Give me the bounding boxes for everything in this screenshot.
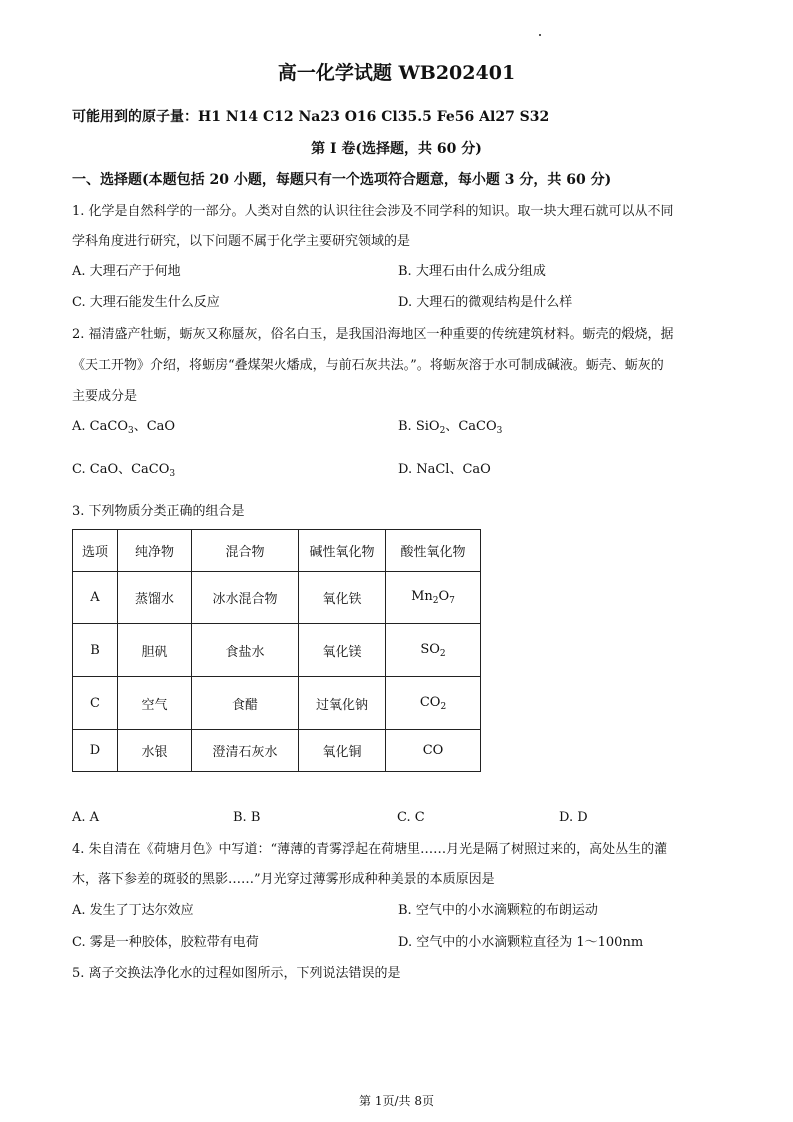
q2-a-rest: 、CaO (133, 419, 176, 434)
table-cell-option: B (73, 624, 118, 677)
table-cell-pure: 水银 (118, 730, 192, 772)
q4-option-b: B. 空气中的小水滴颗粒的布朗运动 (398, 903, 598, 918)
formula-part: CO (422, 743, 444, 758)
formula-part: Mn (411, 589, 433, 604)
q1-stem-line2: 学科角度进行研究，以下问题不属于化学主要研究领域的是 (72, 234, 411, 249)
q5-stem: 5. 离子交换法净化水的过程如图所示，下列说法错误的是 (72, 966, 401, 981)
table-header-cell: 碱性氧化物 (299, 530, 386, 572)
formula-subscript: 2 (432, 596, 439, 606)
q2-option-d: D. NaCl、CaO (398, 462, 491, 477)
q2-option-a (72, 418, 175, 440)
formula-part: SO (420, 641, 440, 657)
q2-option-c (72, 461, 175, 483)
table-cell-acidic-oxide (386, 572, 481, 624)
table-row (73, 572, 481, 624)
atomic-mass-line: 可能用到的原子量：H1 N14 C12 Na23 O16 Cl35.5 Fe56 Al27 S32 (72, 109, 550, 125)
table-cell-pure: 胆矾 (118, 624, 192, 677)
q3-option-a: A. A (72, 810, 100, 825)
page-footer: 第 1页/共 8页 (359, 1094, 434, 1108)
table-cell-mixture: 食醋 (192, 677, 299, 730)
table-cell-option: D (73, 730, 118, 772)
q2-b-sep: 、 (445, 419, 459, 434)
q2-b-label: B. (398, 419, 412, 434)
q2-option-b (398, 418, 502, 440)
table-header-row (73, 530, 481, 572)
q1-option-b: B. 大理石由什么成分组成 (398, 264, 546, 279)
q2-c-f1: CaCO (131, 462, 170, 477)
formula-subscript: 2 (439, 648, 446, 659)
table-row (73, 677, 481, 730)
q2-a-formula (90, 419, 134, 434)
table-header-cell: 选项 (73, 530, 118, 572)
q2-b-s2: 3 (496, 426, 503, 436)
q1-option-d: D. 大理石的微观结构是什么样 (398, 295, 573, 310)
q2-c-label: C. CaO、 (72, 462, 132, 477)
table-cell-mixture: 食盐水 (192, 624, 299, 677)
formula-subscript: 2 (440, 701, 447, 712)
q3-option-d: D. D (559, 810, 588, 825)
volume-heading: 第 I 卷(选择题，共 60 分) (311, 141, 482, 157)
q3-option-b: B. B (233, 810, 261, 825)
table-cell-mixture: 澄清石灰水 (192, 730, 299, 772)
q2-b-s1: 2 (439, 426, 446, 436)
table-cell-basic-oxide: 氧化镁 (299, 624, 386, 677)
exam-title: 高一化学试题 WB202401 (277, 62, 516, 84)
formula-part: CO (419, 694, 441, 710)
q4-option-c: C. 雾是一种胶体，胶粒带有电荷 (72, 935, 259, 950)
classification-table (72, 529, 481, 772)
formula-part: O (438, 589, 450, 604)
q1-option-a: A. 大理石产于何地 (72, 264, 181, 279)
q3-stem: 3. 下列物质分类正确的组合是 (72, 504, 245, 519)
q2-b-f2: CaCO (458, 419, 497, 434)
section-heading: 一、选择题(本题包括 20 小题，每题只有一个选项符合题意，每小题 3 分，共 60 分) (72, 172, 612, 188)
q2-a-f1: CaCO (89, 419, 128, 434)
table-cell-option: A (73, 572, 118, 624)
q2-a-label: A. (72, 419, 86, 434)
formula-subscript: 7 (449, 596, 455, 606)
table-cell-basic-oxide: 氧化铜 (299, 730, 386, 772)
q2-stem-line1: 2. 福清盛产牡蛎，蛎灰又称蜃灰，俗名白玉，是我国沿海地区一种重要的传统建筑材料。蛎壳的煅烧，据 (72, 327, 674, 342)
table-header-cell: 混合物 (192, 530, 299, 572)
q1-stem-line1: 1. 化学是自然科学的一部分。人类对自然的认识往往会涉及不同学科的知识。取一块大理石就可以从不同 (72, 204, 674, 219)
q4-stem-line1: 4. 朱自清在《荷塘月色》中写道：“薄薄的青雾浮起在荷塘里……月光是隔了树照过来的，高处丛生的灌 (72, 842, 668, 857)
table-cell-acidic-oxide (386, 624, 481, 677)
table-cell-basic-oxide: 氧化铁 (299, 572, 386, 624)
table-cell-option: C (73, 677, 118, 730)
q2-b-f1: SiO (415, 419, 440, 434)
q2-a-s1: 3 (127, 426, 134, 436)
table-header-cell: 酸性氧化物 (386, 530, 481, 572)
table-cell-pure: 蒸馏水 (118, 572, 192, 624)
scan-speck (539, 34, 541, 36)
table-cell-acidic-oxide (386, 677, 481, 730)
table-cell-pure: 空气 (118, 677, 192, 730)
q1-option-c: C. 大理石能发生什么反应 (72, 295, 220, 310)
table-row (73, 624, 481, 677)
q2-stem-line2: 《天工开物》介绍，将蛎房“叠煤架火燔成，与前石灰共法。”。将蛎灰溶于水可制成碱液。蛎壳、蛎灰的 (72, 358, 664, 373)
table-header-cell: 纯净物 (118, 530, 192, 572)
table-cell-basic-oxide: 过氧化钠 (299, 677, 386, 730)
q4-stem-line2: 木，落下参差的斑驳的黑影……”月光穿过薄雾形成种种美景的本质原因是 (72, 872, 495, 887)
table-row (73, 730, 481, 772)
q2-stem-line3: 主要成分是 (72, 389, 138, 404)
q3-option-c: C. C (397, 810, 425, 825)
q4-option-a: A. 发生了丁达尔效应 (72, 903, 194, 918)
q2-c-s1: 3 (169, 469, 176, 479)
q4-option-d: D. 空气中的小水滴颗粒直径为 1～100nm (398, 935, 644, 950)
table-cell-acidic-oxide (386, 730, 481, 772)
table-cell-mixture: 冰水混合物 (192, 572, 299, 624)
